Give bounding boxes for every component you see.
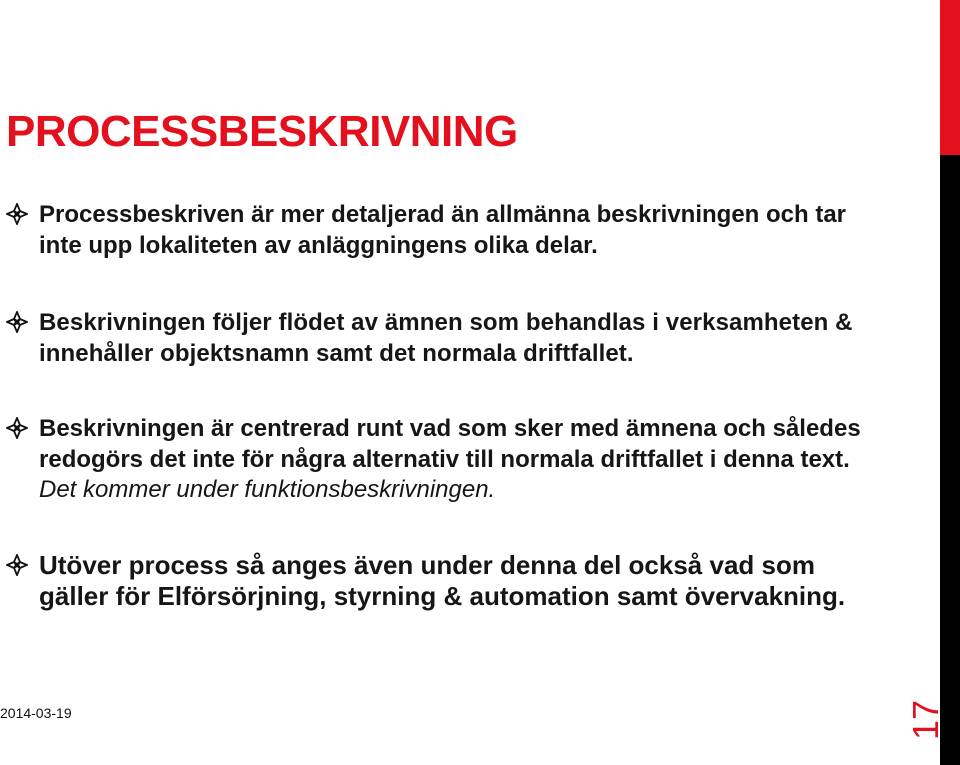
bullet-text-italic: Det kommer under funktionsbeskrivningen.: [39, 476, 496, 503]
bullet-text: Utöver process så anges även under denna del också vad som gäller för Elförsörjning, styrning & automation samt övervakning.: [39, 550, 846, 611]
page-number: [905, 680, 946, 760]
slide-date: 2014-03-19: [0, 705, 72, 721]
sidebar-accent-bar: [940, 0, 960, 155]
bullet-text: Beskrivningen följer flödet av ämnen som behandlas i verksamheten & innehåller objektsnamn samt det normala driftfallet.: [39, 309, 853, 367]
bullet-text: [39, 414, 869, 506]
bullet-text-main: Beskrivningen är centrerad runt vad som sker med ämnena och således redogörs det inte för några alternativ till normala driftfallet i denna text.: [39, 415, 861, 473]
diamond-bullet-icon: [6, 311, 28, 333]
diamond-bullet-icon: [6, 417, 28, 439]
bullet-text: Processbeskriven är mer detaljerad än allmänna beskrivningen och tar inte upp lokaliteten av anläggningens olika delar.: [39, 201, 847, 259]
diamond-bullet-icon: [6, 203, 28, 225]
sidebar-dark-bar: [940, 155, 960, 765]
page-number-text: 17: [905, 699, 946, 741]
slide-title: PROCESSBESKRIVNING: [6, 107, 518, 156]
diamond-bullet-icon: [6, 554, 28, 576]
